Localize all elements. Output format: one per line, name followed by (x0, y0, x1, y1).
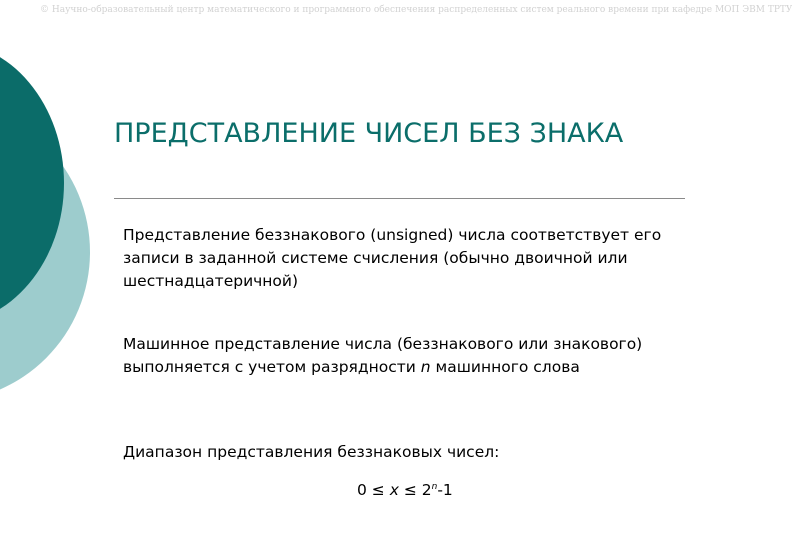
paragraph-machine-representation (123, 333, 688, 379)
word-size-variable: n (420, 358, 431, 376)
slide-title: ПРЕДСТАВЛЕНИЕ ЧИСЕЛ БЕЗ ЗНАКА (114, 118, 624, 149)
title-divider (114, 198, 685, 199)
formula-left: 0 ≤ (357, 481, 390, 499)
range-formula (357, 476, 453, 502)
formula-right: -1 (437, 481, 453, 499)
paragraph-machine-text-start: Машинное представление числа (беззнакового или знакового) выполняется с учетом разрядности (123, 335, 643, 376)
formula-exponent: n (431, 482, 438, 492)
paragraph-range: Диапазон представления беззнаковых чисел: (123, 443, 500, 461)
decorative-circles (0, 0, 120, 400)
paragraph-machine-text-end: машинного слова (430, 358, 580, 376)
formula-middle: ≤ 2 (398, 481, 432, 499)
formula-variable: x (389, 481, 399, 499)
paragraph-unsigned-representation: Представление беззнакового (unsigned) числа соответствует его записи в заданной системе счисления (обычно двоичной или шестнадцатеричной) (123, 226, 662, 290)
copyright-header: © Научно-образовательный центр математического и программного обеспечения распределенных систем реального времени при кафедре МОП ЭВМ ТРТУ (40, 5, 792, 15)
